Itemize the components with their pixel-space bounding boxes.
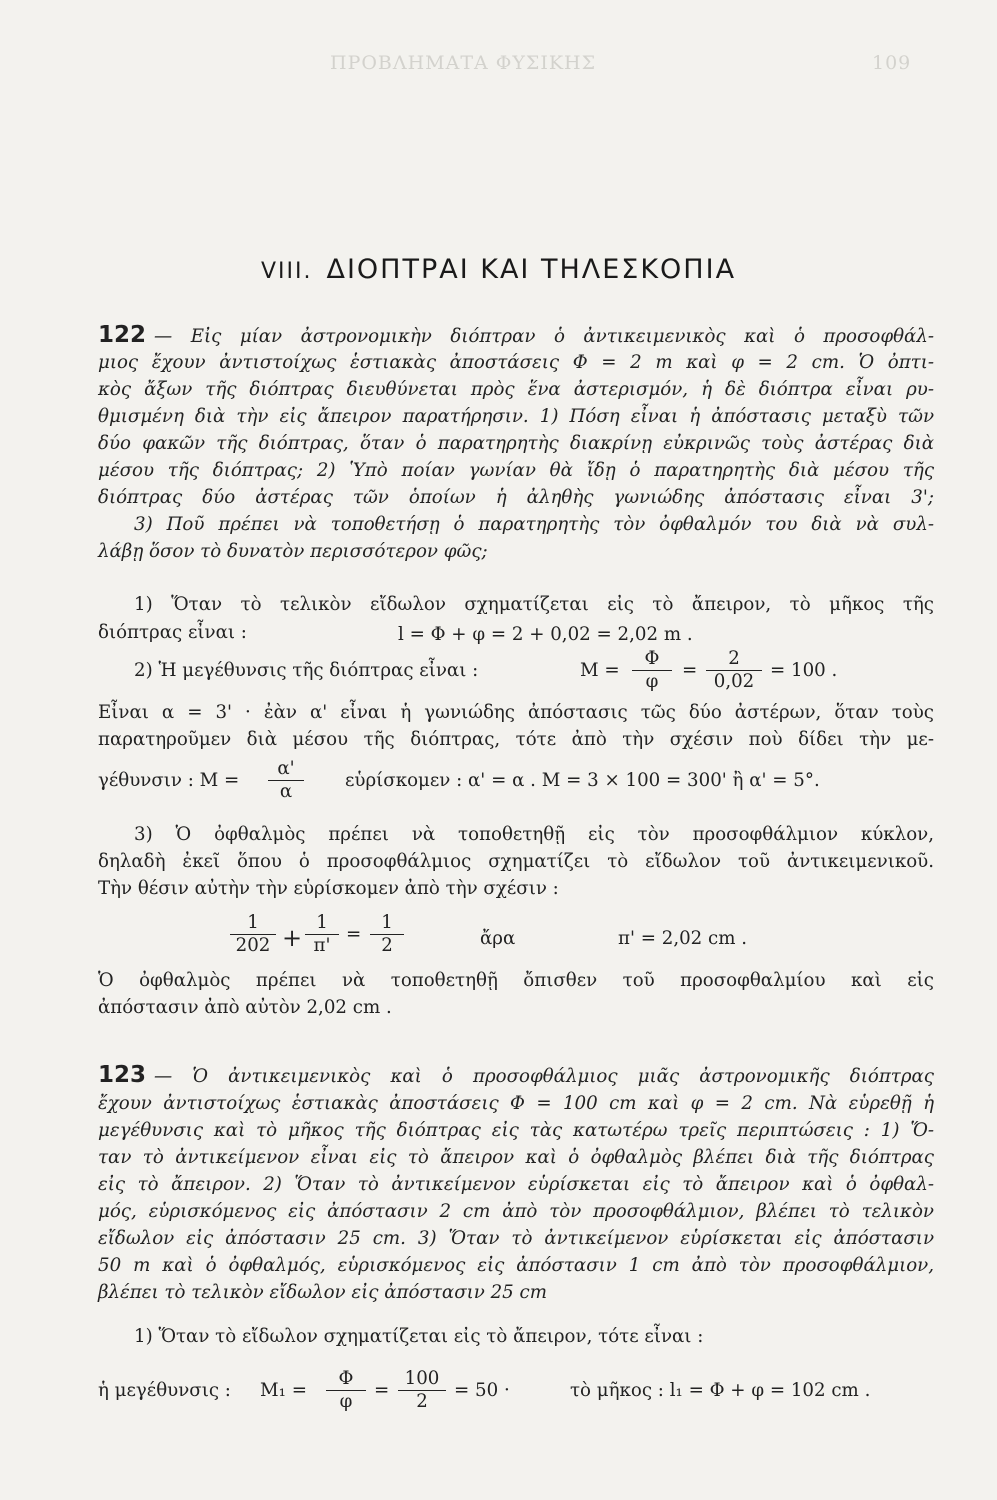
p122-solution1-cont: διόπτρας εἶναι : xyxy=(98,622,247,643)
p123-statement-line: 123 — Ὁ ἀντικειμενικὸς καὶ ὁ προσοφθάλμιος μιᾶς ἀστρονομικῆς διόπτρας xyxy=(98,1062,934,1088)
p123-statement-line: βλέπει τὸ τελικὸν εἴδωλον εἰς ἀπόστασιν 25 cm xyxy=(98,1282,547,1303)
p122-solution3: 3) Ὁ ὀφθαλμὸς πρέπει νὰ τοποθετηθῇ εἰς τὸν προσοφθάλμιον κύκλον, xyxy=(134,824,934,845)
p122-statement-line: μιος ἔχουν ἀντιστοίχως ἑστιακὰς ἀποστάσεις Φ = 2 m καὶ φ = 2 cm. Ὁ ὀπτι- xyxy=(98,352,934,373)
p122-solution2-text: Εἶναι α = 3' · ἐὰν α' εἶναι ἡ γωνιώδης ἀπόστασις τῶς δύο ἀστέρων, ὅταν τοὺς xyxy=(98,702,934,723)
p123-statement-line: μός, εὑρισκόμενος εἰς ἀπόστασιν 2 cm ἀπὸ τὸν προσοφθάλμιον, βλέπει τὸ τελικὸν xyxy=(98,1201,934,1222)
p123-solution1-result: = 50 · xyxy=(454,1380,510,1401)
p123-solution1: 1) Ὅταν τὸ εἴδωλον σχηματίζεται εἰς τὸ ἄπειρον, τότε εἶναι : xyxy=(134,1326,704,1347)
p123-statement-line: ταν τὸ ἀντικείμενον εἶναι εἰς τὸ ἄπειρον καὶ ὁ ὀφθαλμὸς βλέπει διὰ τῆς διόπτρας xyxy=(98,1147,934,1168)
p122-solution3: Τὴν θέσιν αὐτὴν τὴν εὑρίσκομεν ἀπὸ τὴν σχέσιν : xyxy=(98,878,559,899)
p122-solution3: ἀπόστασιν ἀπὸ αὐτὸν 2,02 cm . xyxy=(98,997,392,1018)
p123-statement-line: εἴδωλον εἰς ἀπόστασιν 25 cm. 3) Ὅταν τὸ ἀντικείμενον εὑρίσκεται εἰς ἀπόστασιν xyxy=(98,1228,934,1249)
p122-ara: ἄρα xyxy=(480,928,516,949)
p123-statement-line: 50 m καὶ ὁ ὀφθαλμός, εὑρισκόμενος εἰς ἀπόστασιν 1 cm ἀπὸ τὸν προσοφθάλμιον, xyxy=(98,1255,934,1276)
p122-solution2-text: παρατηροῦμεν διὰ μέσου τῆς διόπτρας, τότε ἀπὸ τὴν σχέσιν ποὺ δίδει τὴν με- xyxy=(98,729,934,750)
p122-plus: + xyxy=(282,924,303,952)
p122-statement-line: 122 — Εἰς μίαν ἀστρονομικὴν διόπτραν ὁ ἀντικειμενικὸς καὶ ὁ προσοφθάλ- xyxy=(98,322,934,348)
running-head-page: 109 xyxy=(872,52,912,74)
p123-solution1-label: ἡ μεγέθυνσις : xyxy=(98,1380,231,1401)
p123-solution1-length: τὸ μῆκος : l₁ = Φ + φ = 102 cm . xyxy=(570,1380,871,1401)
p122-statement-line: λάβῃ ὅσον τὸ δυνατὸν περισσότερον φῶς; xyxy=(98,541,488,562)
p122-fraction: $\frac{\alpha'}{\alpha}$ xyxy=(268,758,304,803)
p123-fraction: $\frac{\Phi}{\varphi}$ xyxy=(326,1368,366,1413)
p123-statement-line: μεγέθυνσις καὶ τὸ μῆκος τῆς διόπτρας εἰς τὰς κατωτέρω τρεῖς περιπτώσεις : 1) Ὅ- xyxy=(98,1120,934,1141)
p122-statement-line: θμισμένη διὰ τὴν εἰς ἄπειρον παρατήρησιν. 1) Πόση εἶναι ἡ ἀπόστασις μεταξὺ τῶν xyxy=(98,406,934,427)
p122-fraction: $\frac{2}{0,02}$ xyxy=(706,648,762,693)
p122-solution1: 1) Ὅταν τὸ τελικὸν εἴδωλον σχηματίζεται εἰς τὸ ἄπειρον, τὸ μῆκος τῆς xyxy=(134,594,934,615)
p122-solution3-result: π' = 2,02 cm . xyxy=(618,928,748,949)
p122-solution2-M: M = xyxy=(580,660,620,681)
chapter-heading xyxy=(0,254,997,285)
p122-statement-line: 3) Ποῦ πρέπει νὰ τοποθετήσῃ ὁ παρατηρητὴς τὸν ὀφθαλμόν του διὰ νὰ συλ- xyxy=(134,514,934,535)
p122-solution3: Ὁ ὀφθαλμὸς πρέπει νὰ τοποθετηθῇ ὄπισθεν τοῦ προσοφθαλμίου καὶ εἰς xyxy=(98,970,934,991)
p122-statement-line: διόπτρας δύο ἀστέρας τῶν ὁποίων ἡ ἀληθὴς γωνιώδης ἀπόστασις εἶναι 3'; xyxy=(98,487,934,508)
p122-equals: = xyxy=(346,924,362,945)
p122-solution2-label: 2) Ἡ μεγέθυνσις τῆς διόπτρας εἶναι : xyxy=(134,660,479,681)
chapter-roman: VIII. xyxy=(260,259,313,284)
p123-fraction: $\frac{100}{2}$ xyxy=(398,1368,446,1413)
p123-statement-line: ἔχουν ἀντιστοίχως ἑστιακὰς ἀποστάσεις Φ = 100 cm καὶ φ = 2 cm. Νὰ εὑρεθῇ ἡ xyxy=(98,1093,934,1114)
p122-solution2-text: γέθυνσιν : M = xyxy=(98,770,240,791)
p122-fraction: $\frac{1}{2}$ xyxy=(370,912,404,957)
p122-fraction: $\frac{\Phi}{\varphi}$ xyxy=(632,648,672,693)
p123-statement-line: εἰς τὸ ἄπειρον. 2) Ὅταν τὸ ἀντικείμενον εὑρίσκεται εἰς τὸ ἄπειρον καὶ ὁ ὀφθαλ- xyxy=(98,1174,934,1195)
p123-solution1-M: M₁ = xyxy=(260,1380,307,1401)
p122-solution1-equation: l = Φ + φ = 2 + 0,02 = 2,02 m . xyxy=(398,624,693,645)
p122-statement-line: κὸς ἄξων τῆς διόπτρας διευθύνεται πρὸς ἕνα ἀστερισμόν, ἡ δὲ διόπτρα εἶναι ρυ- xyxy=(98,379,934,400)
p122-equals: = xyxy=(682,660,698,681)
p122-fraction: $\frac{1}{\pi'}$ xyxy=(305,912,339,957)
p122-solution3: δηλαδὴ ἐκεῖ ὅπου ὁ προσοφθάλμιος σχηματίζει τὸ εἴδωλον τοῦ ἀντικειμενικοῦ. xyxy=(98,851,934,872)
running-head-title: ΠΡΟΒΛΗΜΑΤΑ ΦΥΣΙΚΗΣ xyxy=(330,52,597,74)
p123-equals: = xyxy=(374,1380,390,1401)
p122-statement-line: δύο φακῶν τῆς διόπτρας, ὅταν ὁ παρατηρητὴς διακρίνῃ εὐκρινῶς τοὺς ἀστέρας διὰ xyxy=(98,433,934,454)
p122-solution2-text: εὑρίσκομεν : α' = α . M = 3 × 100 = 300' ἢ α' = 5°. xyxy=(345,770,820,791)
chapter-title: ΔΙΟΠΤΡΑΙ ΚΑΙ ΤΗΛΕΣΚΟΠΙΑ xyxy=(326,254,737,285)
p122-statement-line: μέσου τῆς διόπτρας; 2) Ὑπὸ ποίαν γωνίαν θὰ ἴδῃ ὁ παρατηρητὴς διὰ μέσου τῆς xyxy=(98,460,934,481)
p122-solution2-result: = 100 . xyxy=(770,660,838,681)
p122-fraction: $\frac{1}{202}$ xyxy=(230,912,276,957)
p122-number: 122 xyxy=(98,322,147,348)
p123-number: 123 xyxy=(98,1062,147,1088)
